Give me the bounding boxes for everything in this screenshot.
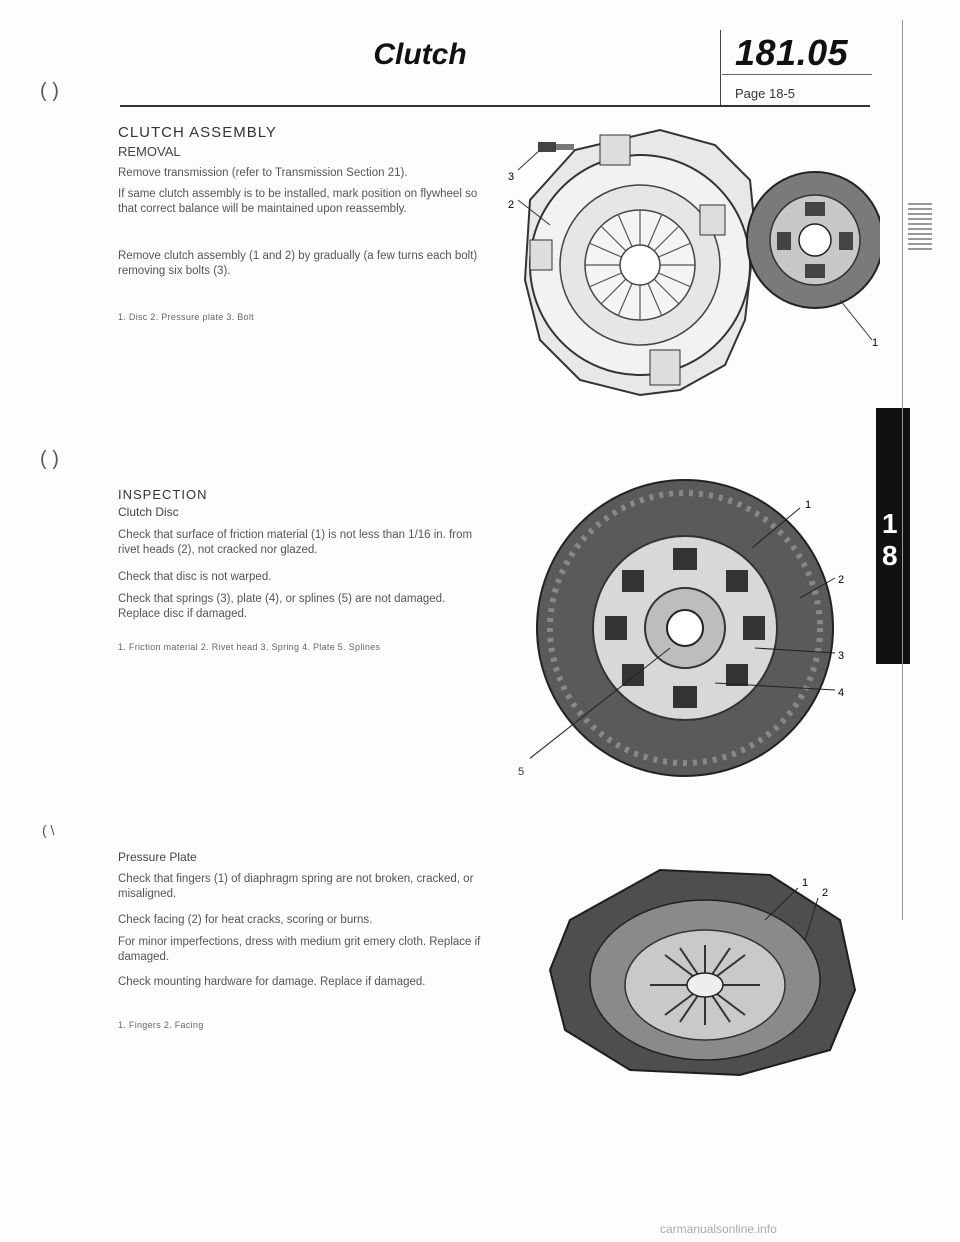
callout-plate: 4 [838, 687, 845, 699]
pressure-plate-paragraph: Check facing (2) for heat cracks, scoring or burns. [118, 914, 373, 926]
callout-fingers: 1 [802, 877, 809, 889]
pressure-plate-paragraph: Check mounting hardware for damage. Replace if damaged. [118, 976, 426, 988]
chapter-tab-digit: 1 [882, 508, 898, 539]
pressure-plate-legend: 1. Fingers 2. Facing [118, 1020, 204, 1030]
section-number: 181.05 [735, 32, 849, 73]
chapter-tab [876, 408, 910, 664]
scan-edge-line [902, 20, 903, 920]
callout-line [840, 300, 872, 340]
scan-artifact [908, 200, 932, 250]
callout-bolt: 3 [508, 171, 515, 183]
assembly-paragraph: Remove transmission (refer to Transmission Section 21). [118, 167, 408, 179]
clutch-disc-heading: Clutch Disc [118, 505, 179, 519]
pressure-plate-heading: Pressure Plate [118, 850, 197, 864]
callout-splines: 5 [518, 766, 525, 778]
binding-hole-mark: ( ) [40, 80, 59, 102]
clutch-disc-drawing [747, 172, 880, 308]
header-divider [720, 30, 721, 105]
inspection-paragraph: Check that disc is not warped. [118, 571, 272, 583]
clutch-assembly-illustration [500, 110, 880, 410]
removal-heading: REMOVAL [118, 144, 181, 159]
inspection-legend: 1. Friction material 2. Rivet head 3. Spring 4. Plate 5. Splines [118, 642, 381, 652]
binding-hole-mark: ( ) [40, 448, 59, 470]
inspection-paragraph: Check that surface of friction material (1) is not less than 1/16 in. from rivet heads (2), not cracked nor glazed. [118, 529, 473, 556]
pressure-plate-paragraph: Check that fingers (1) of diaphragm spring are not broken, cracked, or misaligned. [118, 873, 474, 900]
callout-facing: 2 [822, 887, 829, 899]
assembly-legend: 1. Disc 2. Pressure plate 3. Bolt [118, 312, 254, 322]
inspection-heading: INSPECTION [118, 487, 208, 502]
bolt-drawing [538, 142, 574, 152]
callout-friction-material: 1 [805, 499, 812, 511]
header-rule [722, 74, 872, 75]
assembly-paragraph: If same clutch assembly is to be installed, mark position on flywheel so that correct balance will be maintained upon reassembly. [118, 188, 478, 215]
callout-disc: 1 [872, 337, 879, 349]
footer-watermark: carmanualsonline.info [660, 1222, 777, 1236]
pressure-plate-drawing [525, 130, 755, 395]
callout-rivet-head: 2 [838, 574, 845, 586]
pressure-plate-illustration [540, 860, 870, 1080]
inspection-paragraph: Check that springs (3), plate (4), or splines (5) are not damaged. Replace disc if damaged. [118, 593, 446, 620]
header-rule-main [120, 105, 870, 107]
callout-pressure-plate: 2 [508, 199, 515, 211]
assembly-heading: CLUTCH ASSEMBLY [118, 124, 277, 141]
callout-line [518, 150, 540, 170]
assembly-paragraph: Remove clutch assembly (1 and 2) by gradually (a few turns each bolt) removing six bolts (3). [118, 250, 478, 277]
section-title: Clutch [373, 38, 467, 71]
chapter-tab-digit: 8 [882, 540, 898, 571]
binding-hole-mark: ( \ [42, 822, 55, 838]
callout-spring: 3 [838, 650, 845, 662]
page-number: Page 18-5 [735, 86, 795, 101]
pressure-plate-paragraph: For minor imperfections, dress with medium grit emery cloth. Replace if damaged. [118, 936, 481, 963]
clutch-disc-illustration [530, 478, 870, 788]
